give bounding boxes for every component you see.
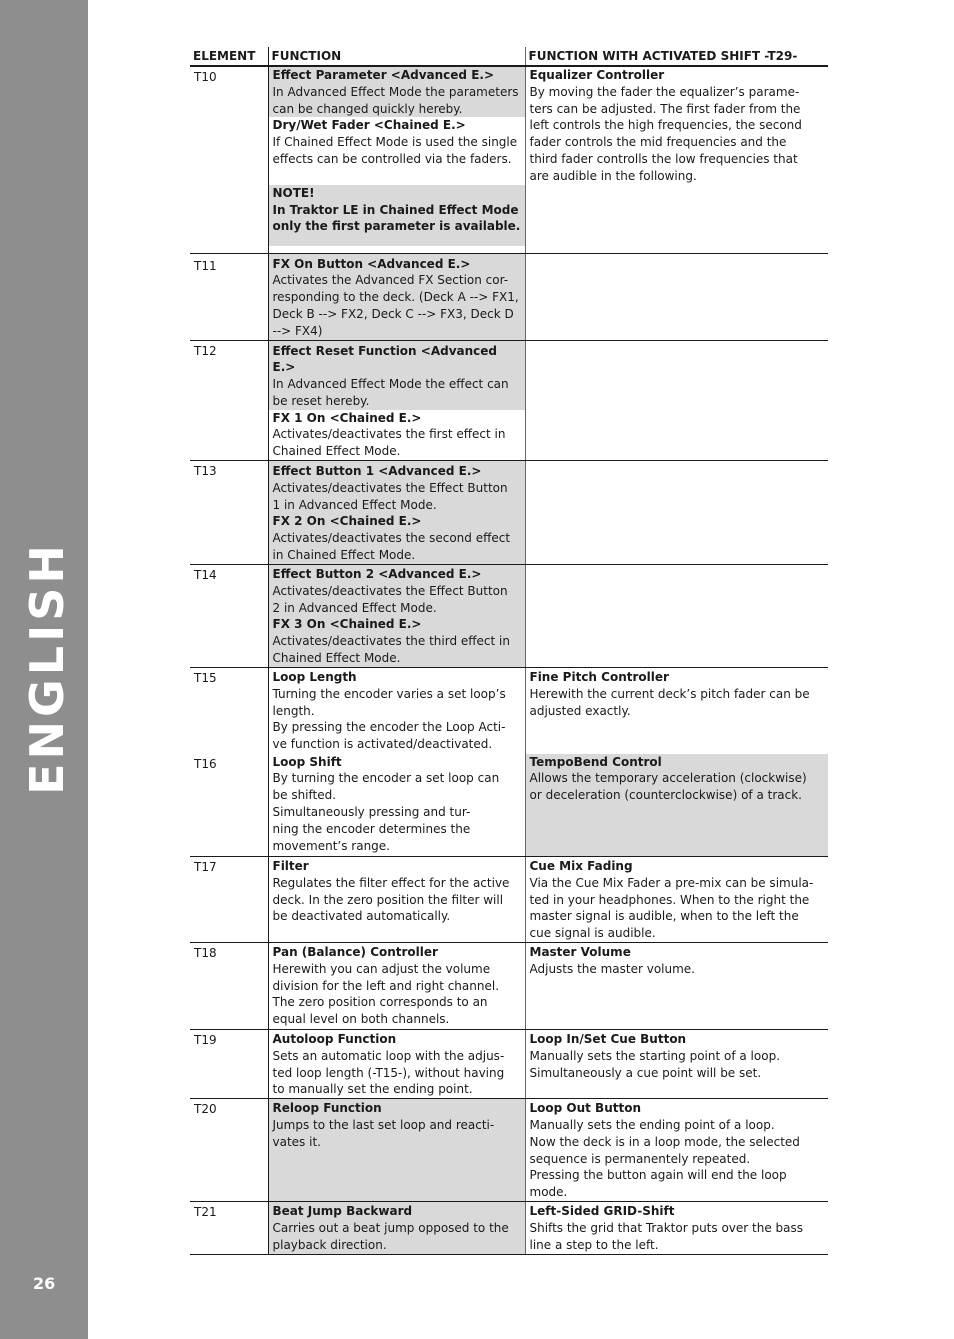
function-title: Reloop Function: [272, 1101, 382, 1116]
shift-function-body: Herewith the current deck’s pitch fader can be adjusted exactly.: [529, 686, 810, 718]
page-number: 26: [33, 1274, 56, 1293]
shift-function-cell: [525, 253, 828, 340]
header-shift-function: FUNCTION WITH ACTIVATED SHIFT -T29-: [525, 47, 828, 66]
shift-function-cell: [525, 668, 828, 754]
shift-function-title: Fine Pitch Controller: [529, 670, 669, 685]
function-cell: [268, 1030, 525, 1099]
shift-function-body: Manually sets the starting point of a loop. Simultaneously a cue point will be set.: [529, 1048, 781, 1080]
note-text: NOTE! In Traktor LE in Chained Effect Mode only the first parameter is available.: [272, 185, 521, 234]
shift-function-block: [526, 67, 829, 185]
shift-function-title: TempoBend Control: [529, 754, 662, 769]
element-id: T18: [190, 943, 268, 1030]
shift-function-cell: [525, 754, 828, 857]
element-id: T10: [190, 66, 268, 253]
shift-function-cell: [525, 1030, 828, 1099]
shift-function-cell: [525, 565, 828, 668]
function-title: Effect Button 1 <Advanced E.>: [272, 464, 482, 479]
shift-function-block: [526, 1030, 829, 1081]
function-title: Beat Jump Backward: [272, 1204, 413, 1219]
function-title: Effect Button 2 <Advanced E.>: [272, 567, 482, 582]
function-cell: [268, 253, 525, 340]
table-header-row: [190, 47, 828, 66]
element-id: T19: [190, 1030, 268, 1099]
shift-function-body: Via the Cue Mix Fader a pre-mix can be simula- ted in your headphones. When to the right the master signal is audible, when to the left the cue signal is audible.: [529, 875, 814, 941]
language-sidebar: [0, 0, 88, 1339]
table-row: [190, 461, 828, 565]
table-row: [190, 857, 828, 943]
shift-function-cell: [525, 857, 828, 943]
function-body: Activates/deactivates the Effect Button 2 in Advanced Effect Mode.: [272, 583, 508, 615]
element-id: T13: [190, 461, 268, 565]
function-body: Regulates the filter effect for the active deck. In the zero position the filter will be deactivated automatically.: [272, 875, 510, 924]
function-body: Activates/deactivates the second effect in Chained Effect Mode.: [272, 531, 511, 563]
shift-function-body: By moving the fader the equalizer’s parame- ters can be adjusted. The first fader from the left controls the high frequencies, the second fader controls the mid frequencies and the third fader controlls the low frequencies that are audible in the following.: [529, 84, 802, 183]
function-title: FX 3 On <Chained E.>: [272, 617, 422, 632]
function-body: Activates the Advanced FX Section cor- responding to the deck. (Deck A --> FX1, Deck B --> FX2, Deck C --> FX3, Deck D --> FX4): [272, 273, 519, 338]
function-block: [269, 254, 525, 340]
shift-function-title: Master Volume: [529, 945, 631, 960]
function-title: Effect Reset Function <Advanced E.>: [272, 343, 498, 375]
element-id: T11: [190, 253, 268, 340]
function-block: [269, 1202, 525, 1253]
shift-function-cell: [525, 66, 828, 253]
function-block: [269, 461, 525, 513]
function-body: In Advanced Effect Mode the parameters can be changed quickly hereby.: [272, 84, 519, 116]
function-block: [269, 117, 525, 167]
function-cell: [268, 565, 525, 668]
function-block: [269, 857, 525, 925]
element-id: T21: [190, 1202, 268, 1255]
element-id: T20: [190, 1099, 268, 1202]
function-title: FX On Button <Advanced E.>: [272, 256, 471, 271]
function-title: Pan (Balance) Controller: [272, 945, 438, 960]
function-block: [269, 1030, 525, 1098]
element-id: T15: [194, 671, 217, 686]
function-cell: [268, 66, 525, 253]
note-block: [269, 185, 525, 246]
function-block: [269, 513, 525, 563]
function-title: Autoloop Function: [272, 1032, 397, 1047]
table-row: [190, 66, 828, 253]
shift-function-block: [526, 943, 829, 978]
function-body: Jumps to the last set loop and reacti- vates it.: [272, 1118, 495, 1149]
table-row: [190, 565, 828, 668]
function-body: In Advanced Effect Mode the effect can be reset hereby.: [272, 377, 509, 408]
function-cell: [268, 461, 525, 565]
shift-function-title: Cue Mix Fading: [529, 859, 633, 874]
shift-function-title: Loop Out Button: [529, 1101, 642, 1116]
table-row: [190, 754, 828, 857]
shift-function-block: [526, 1099, 829, 1201]
table-row: [190, 340, 828, 461]
function-cell: [268, 1202, 525, 1255]
controls-table: [190, 47, 828, 1255]
shift-function-block: [526, 857, 829, 942]
function-cell: [268, 857, 525, 943]
shift-function-title: Loop In/Set Cue Button: [529, 1032, 687, 1047]
shift-function-block: [526, 1202, 829, 1253]
function-cell: [268, 340, 525, 461]
function-cell: [268, 943, 525, 1030]
function-block: [269, 410, 525, 460]
element-id: T12: [190, 340, 268, 461]
table-row: [190, 1099, 828, 1202]
element-id: T14: [190, 565, 268, 668]
table-row: [190, 943, 828, 1030]
function-block: [269, 616, 525, 666]
shift-function-cell: [525, 340, 828, 461]
shift-function-body: Manually sets the ending point of a loop. Now the deck is in a loop mode, the selected sequence is permanentely repeated. Pressing the button again will end the loop mode.: [529, 1118, 800, 1200]
shift-function-title: Left-Sided GRID-Shift: [529, 1204, 675, 1219]
function-cell: [268, 754, 525, 857]
shift-function-block: [526, 668, 829, 719]
function-block: [269, 565, 525, 616]
function-block: [269, 943, 525, 1028]
header-element: ELEMENT: [190, 47, 268, 66]
function-title: Effect Parameter <Advanced E.>: [272, 68, 495, 82]
function-cell: [268, 1099, 525, 1202]
shift-function-cell: [525, 1202, 828, 1255]
function-body: By turning the encoder a set loop can be shifted. Simultaneously pressing and tur- ning the encoder determines the movement’s range.: [272, 771, 500, 853]
shift-function-title: Equalizer Controller: [529, 68, 665, 82]
function-body: Sets an automatic loop with the adjus- ted loop length (-T15-), without having to manually set the ending point.: [272, 1048, 505, 1097]
function-body: Carries out a beat jump opposed to the playback direction.: [272, 1221, 509, 1252]
table-row: [190, 253, 828, 340]
header-function: FUNCTION: [268, 47, 525, 66]
shift-function-body: Allows the temporary acceleration (clockwise) or deceleration (counterclockwise) of a track.: [529, 771, 807, 803]
function-block: [269, 341, 525, 410]
table-row: [190, 1030, 828, 1099]
function-title: Loop Length: [272, 670, 357, 685]
table-row: [190, 668, 828, 754]
function-block: [269, 1099, 525, 1150]
function-body: Turning the encoder varies a set loop’s length. By pressing the encoder the Loop Acti- ve function is activated/deactivated.: [272, 686, 506, 752]
function-title: Loop Shift: [272, 754, 342, 769]
function-body: If Chained Effect Mode is used the single effects can be controlled via the faders.: [272, 135, 518, 166]
shift-function-body: Shifts the grid that Traktor puts over the bass line a step to the left.: [529, 1221, 803, 1252]
function-block: [269, 668, 525, 753]
shift-function-cell: [525, 1099, 828, 1202]
shift-function-body: Adjusts the master volume.: [529, 961, 695, 976]
function-block: [269, 754, 525, 855]
function-title: Dry/Wet Fader <Chained E.>: [272, 118, 466, 133]
function-block: [269, 67, 525, 117]
function-title: FX 2 On <Chained E.>: [272, 514, 422, 529]
function-body: Activates/deactivates the first effect in Chained Effect Mode.: [272, 427, 506, 459]
shift-function-block: [526, 754, 829, 804]
element-id: T17: [190, 857, 268, 943]
function-cell: [268, 668, 525, 754]
function-body: Activates/deactivates the third effect in Chained Effect Mode.: [272, 634, 510, 666]
function-body: Herewith you can adjust the volume division for the left and right channel. The zero position corresponds to an equal level on both channels.: [272, 961, 500, 1027]
function-title: Filter: [272, 859, 309, 874]
shift-function-cell: [525, 461, 828, 565]
function-title: FX 1 On <Chained E.>: [272, 410, 422, 425]
table-row: [190, 1202, 828, 1255]
function-body: Activates/deactivates the Effect Button 1 in Advanced Effect Mode.: [272, 480, 508, 512]
language-label: ENGLISH: [20, 541, 74, 795]
shift-function-cell: [525, 943, 828, 1030]
element-id: T16: [190, 754, 268, 857]
